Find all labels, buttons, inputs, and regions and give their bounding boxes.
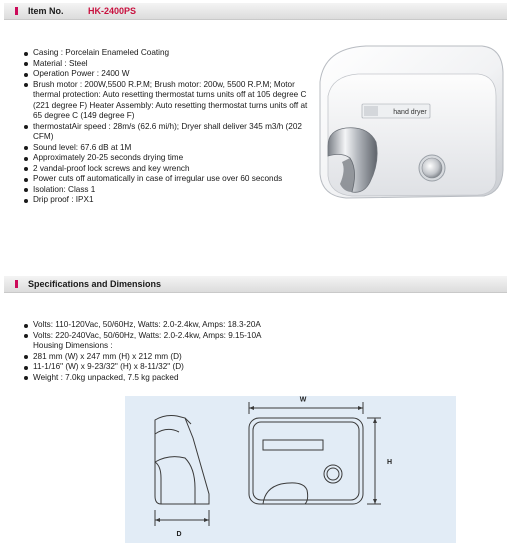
list-item: Material : Steel bbox=[22, 59, 308, 70]
list-item: Operation Power : 2400 W bbox=[22, 69, 308, 80]
section-marker bbox=[15, 7, 18, 15]
width-label: W bbox=[299, 396, 307, 404]
list-item: thermostatAir speed : 28m/s (62.6 mi/h); Dryer shall deliver 345 m3/h (202 CFM) bbox=[22, 122, 308, 143]
height-label: H bbox=[387, 459, 393, 466]
specs-header-bar bbox=[4, 276, 507, 293]
depth-label: D bbox=[176, 531, 182, 538]
list-item: Weight : 7.0kg unpacked, 7.5 kg packed bbox=[22, 373, 422, 384]
dimension-drawing bbox=[125, 396, 456, 543]
list-item: Isolation: Class 1 bbox=[22, 185, 308, 196]
housing-heading: Housing Dimensions : bbox=[33, 341, 113, 350]
item-label: Item No. bbox=[28, 6, 64, 16]
section-marker bbox=[15, 280, 18, 288]
front-view-outline bbox=[249, 418, 363, 504]
list-item: Volts: 220-240Vac, 50/60Hz, Watts: 2.0-2.4kw, Amps: 9.15-10A bbox=[22, 331, 422, 342]
list-item: Approximately 20-25 seconds drying time bbox=[22, 153, 308, 164]
specs-list bbox=[22, 320, 422, 383]
list-item: Casing : Porcelain Enameled Coating bbox=[22, 48, 308, 59]
product-photo bbox=[306, 42, 506, 207]
list-item: Sound level: 67.6 dB at 1M bbox=[22, 143, 308, 154]
list-item: Volts: 110-120Vac, 50/60Hz, Watts: 2.0-2.4kw, Amps: 18.3-20A bbox=[22, 320, 422, 331]
list-item: Brush motor : 200W,5500 R.P.M; Brush motor: 200w, 5500 R.P.M; Motor thermal protection: Auto resetting thermostat turns units off at 105 degree C (221 degree F) Heater Assembly: Auto resetting thermostat turns units off at 65 degree C (149 degree F) bbox=[22, 80, 308, 122]
list-item: Power cuts off automatically in case of irregular use over 60 seconds bbox=[22, 174, 308, 185]
list-item: 2 vandal-proof lock screws and key wrench bbox=[22, 164, 308, 175]
list-item: Drip proof : IPX1 bbox=[22, 195, 308, 206]
item-header-bar bbox=[4, 3, 507, 20]
product-label: hand dryer bbox=[393, 109, 427, 116]
item-number: HK-2400PS bbox=[88, 6, 137, 16]
section-title: Specifications and Dimensions bbox=[28, 279, 162, 289]
feature-list bbox=[22, 48, 308, 206]
list-item: 281 mm (W) x 247 mm (H) x 212 mm (D) bbox=[22, 352, 422, 363]
side-view-outline bbox=[155, 416, 209, 505]
list-item: 11-1/16" (W) x 9-23/32" (H) x 8-11/32" (D) bbox=[22, 362, 422, 373]
